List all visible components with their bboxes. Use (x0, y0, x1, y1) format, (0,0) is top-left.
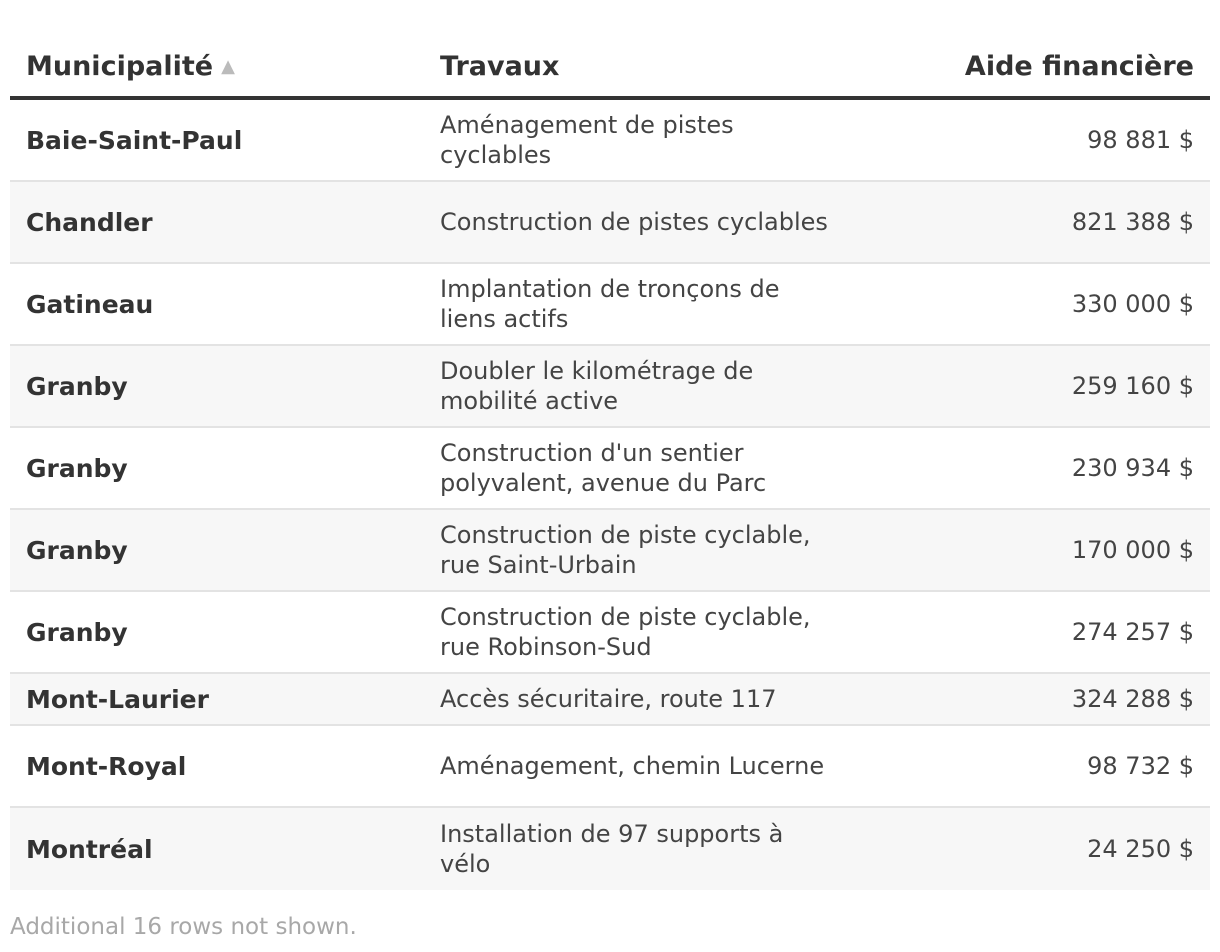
table-row (10, 674, 1210, 726)
column-header-label: Aide financière (964, 51, 1194, 82)
cell-municipalite: Granby (26, 535, 128, 565)
cell-municipalite: Granby (26, 617, 128, 647)
column-header-aide[interactable] (830, 51, 1210, 96)
cell-municipalite: Gatineau (26, 289, 154, 319)
sort-ascending-icon: ▲ (221, 56, 235, 77)
cell-travaux: Construction de piste cyclable, rue Robinson-Sud (440, 603, 811, 661)
cell-municipalite: Montréal (26, 834, 153, 864)
cell-aide: 170 000 $ (1071, 536, 1194, 564)
cell-aide: 98 881 $ (1087, 126, 1194, 154)
column-header-travaux[interactable] (440, 51, 830, 96)
cell-travaux: Accès sécuritaire, route 117 (440, 685, 777, 713)
cell-aide: 821 388 $ (1071, 208, 1194, 236)
table-row (10, 100, 1210, 182)
cell-municipalite: Mont-Royal (26, 751, 187, 781)
cell-travaux: Construction de pistes cyclables (440, 208, 828, 236)
rows-not-shown-note: Additional 16 rows not shown. (10, 914, 357, 940)
cell-travaux: Aménagement de pistes cyclables (440, 111, 734, 169)
table-row (10, 428, 1210, 510)
cell-travaux: Installation de 97 supports à vélo (440, 820, 784, 878)
column-header-municipalite[interactable] (10, 51, 440, 96)
cell-aide: 259 160 $ (1071, 372, 1194, 400)
table-row (10, 808, 1210, 890)
cell-municipalite: Chandler (26, 207, 153, 237)
cell-travaux: Doubler le kilométrage de mobilité active (440, 357, 754, 415)
column-header-label: Travaux (440, 51, 560, 82)
cell-travaux: Construction de piste cyclable, rue Saint-Urbain (440, 521, 811, 579)
table-header-row (10, 34, 1210, 100)
cell-municipalite: Granby (26, 453, 128, 483)
cell-aide: 98 732 $ (1087, 752, 1194, 780)
cell-travaux: Aménagement, chemin Lucerne (440, 752, 825, 780)
table-row (10, 726, 1210, 808)
table-row (10, 182, 1210, 264)
table-row (10, 346, 1210, 428)
cell-municipalite: Baie-Saint-Paul (26, 125, 243, 155)
cell-aide: 324 288 $ (1071, 685, 1194, 713)
table-row (10, 264, 1210, 346)
data-table (10, 34, 1210, 890)
table-row (10, 510, 1210, 592)
column-header-label: Municipalité (26, 51, 214, 82)
cell-aide: 230 934 $ (1071, 454, 1194, 482)
table-row (10, 592, 1210, 674)
cell-aide: 330 000 $ (1071, 290, 1194, 318)
cell-aide: 24 250 $ (1087, 835, 1194, 863)
cell-municipalite: Mont-Laurier (26, 684, 209, 714)
cell-travaux: Implantation de tronçons de liens actifs (440, 275, 780, 333)
cell-aide: 274 257 $ (1071, 618, 1194, 646)
cell-travaux: Construction d'un sentier polyvalent, avenue du Parc (440, 439, 767, 497)
cell-municipalite: Granby (26, 371, 128, 401)
